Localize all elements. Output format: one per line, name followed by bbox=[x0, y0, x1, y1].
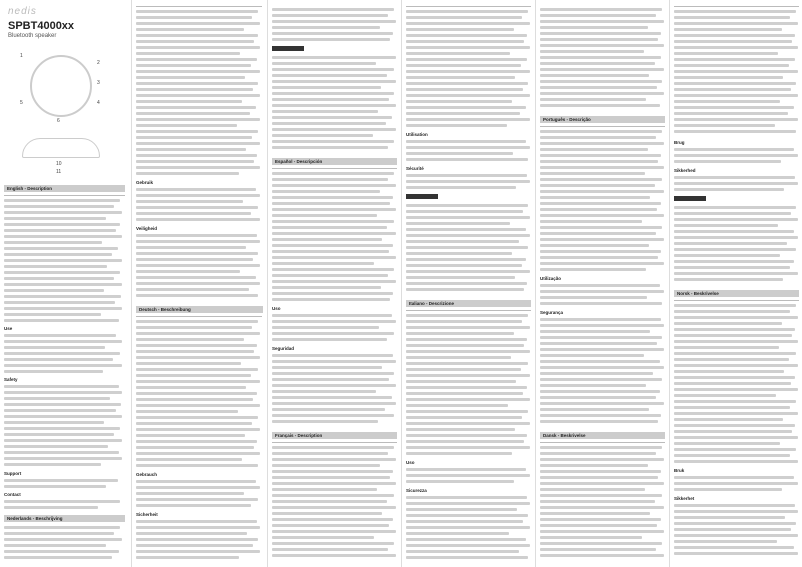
subheading-sikkerhet: Sikkerhet bbox=[674, 496, 695, 501]
product-name: Bluetooth speaker bbox=[8, 33, 57, 39]
model-number: SPBT4000xx bbox=[8, 20, 75, 32]
column-3 bbox=[267, 0, 401, 567]
subheading-veiligheid: Veiligheid bbox=[136, 226, 158, 231]
column-1 bbox=[0, 0, 130, 567]
subheading-seguranca: Segurança bbox=[540, 310, 564, 315]
warning-label bbox=[406, 194, 438, 199]
subheading-bruk: Bruk bbox=[674, 468, 685, 473]
column-2 bbox=[131, 0, 267, 567]
figure-label: 6 bbox=[57, 118, 60, 124]
subheading-gebruik: Gebruik bbox=[136, 180, 154, 185]
subheading-brug: Brug bbox=[674, 140, 685, 145]
subheading-utilizacao: Utilização bbox=[540, 276, 562, 281]
section-heading-deutsch: Deutsch - Beschreibung bbox=[136, 306, 263, 313]
subheading-uso: Uso bbox=[272, 306, 281, 311]
subheading-seguridad: Seguridad bbox=[272, 346, 295, 351]
warning-label bbox=[272, 46, 304, 51]
speaker-front-illustration bbox=[22, 138, 100, 158]
speaker-top-illustration bbox=[30, 55, 92, 117]
figure-label: 4 bbox=[97, 100, 100, 106]
section-heading-francais: Français - Description bbox=[272, 432, 397, 439]
subheading-sikkerhed: Sikkerhed bbox=[674, 168, 696, 173]
section-heading-dansk: Dansk - Beskrivelse bbox=[540, 432, 665, 439]
subheading-securite: Sécurité bbox=[406, 166, 424, 171]
subheading-safety: Safety bbox=[4, 377, 18, 382]
warning-label bbox=[674, 196, 706, 201]
column-6 bbox=[669, 0, 802, 567]
subheading-utilisation: Utilisation bbox=[406, 132, 428, 137]
figure-label: 3 bbox=[97, 80, 100, 86]
figure-label: 5 bbox=[20, 100, 23, 106]
figure-label: 11 bbox=[56, 169, 62, 175]
column-4 bbox=[401, 0, 535, 567]
subheading-contact: Contact bbox=[4, 492, 21, 497]
section-heading-english: English - Description bbox=[4, 185, 125, 192]
figure-label: 2 bbox=[97, 60, 100, 66]
subheading-sicurezza: Sicurezza bbox=[406, 488, 427, 493]
subheading-support: Support bbox=[4, 471, 22, 476]
section-heading-italiano: Italiano - Descrizione bbox=[406, 300, 531, 307]
subheading-uso-it: Uso bbox=[406, 460, 415, 465]
column-5 bbox=[535, 0, 669, 567]
section-heading-portugues: Português - Descrição bbox=[540, 116, 665, 123]
section-heading-espanol: Español - Descripción bbox=[272, 158, 397, 165]
section-heading-norsk: Norsk - Beskrivelse bbox=[674, 290, 799, 297]
section-heading-nederlands: Nederlands - Beschrijving bbox=[4, 515, 125, 522]
subheading-gebrauch: Gebrauch bbox=[136, 472, 158, 477]
figure-label: 1 bbox=[20, 53, 23, 59]
figure-label: 10 bbox=[56, 161, 62, 167]
brand-logo: nedis bbox=[8, 6, 37, 17]
subheading-sicherheit: Sicherheit bbox=[136, 512, 158, 517]
subheading-use: Use bbox=[4, 326, 13, 331]
